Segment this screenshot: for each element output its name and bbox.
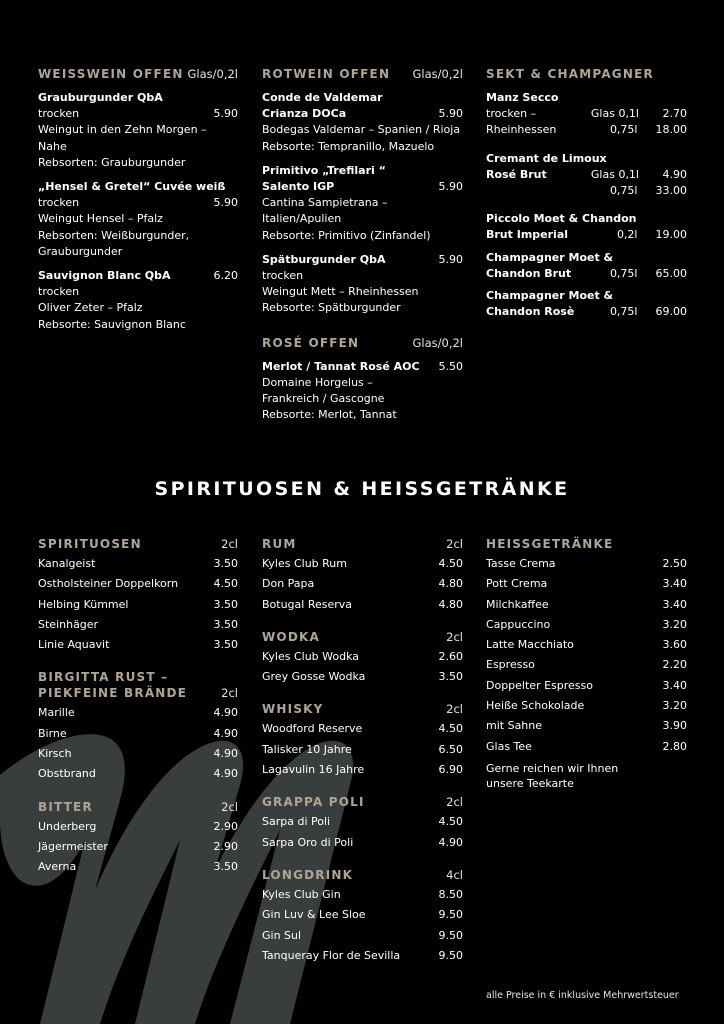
wine-style: trocken [38, 196, 80, 210]
wine-detail: Weingut Mett – Rheinhessen [262, 285, 419, 299]
drink-name: Heiße Schokolade [486, 699, 585, 713]
sparkling-price-pair [610, 183, 687, 199]
sparkling-entry [486, 250, 687, 282]
drinks-list [486, 554, 687, 757]
wine-name: Spätburgunder QbA [262, 252, 386, 266]
wine-detail: Italien/Apulien [262, 212, 342, 226]
tea-note [486, 761, 687, 792]
wine-detail: Frankreich / Gascogne [262, 392, 385, 406]
drink-name: Helbing Kümmel [38, 597, 129, 611]
drink-name: Sarpa di Poli [262, 815, 331, 829]
wine-detail: Bodegas Valdemar – Spanien / Rioja [262, 123, 461, 137]
drink-name: Gin Luv & Lee Sloe [262, 908, 366, 922]
section-title: ROTWEIN OFFEN [262, 67, 391, 81]
wine-name-line [262, 359, 463, 375]
drink-price: 4.80 [438, 597, 463, 611]
wine-name: „Hensel & Gretel“ Cuvée weiß [38, 180, 226, 194]
wine-entry [38, 179, 238, 260]
section-unit: 4cl [446, 867, 463, 882]
drink-price: 2.60 [438, 649, 463, 663]
drink-price: 4.50 [438, 557, 463, 570]
section-header [486, 536, 687, 552]
section-header [262, 629, 463, 645]
drink-price: 2.80 [662, 739, 687, 753]
drink-item [262, 760, 463, 780]
drink-price: 8.50 [438, 887, 463, 901]
sparkling-price-row [486, 106, 687, 122]
wine-detail: trocken [38, 285, 80, 299]
drink-price: 3.50 [213, 638, 238, 652]
drinks-section [262, 794, 463, 853]
wine-detail: Rebsorte: Merlot, Tannat [262, 408, 397, 422]
wine-name-line [38, 268, 238, 284]
drink-item [38, 857, 238, 877]
sparkling-price-pair [610, 304, 687, 320]
drink-item [262, 574, 463, 594]
red-wine-column [262, 66, 463, 423]
drink-item [486, 716, 687, 736]
section-title: ROSÉ OFFEN [262, 335, 360, 350]
drink-name: Tasse Crema [486, 557, 556, 570]
drink-price: 3.50 [213, 860, 238, 874]
sparkling-price-row [486, 122, 687, 138]
drink-item [262, 905, 463, 925]
sparkling-label: Brut Imperial [486, 228, 569, 242]
drink-item [486, 554, 687, 574]
wine-detail: trocken [262, 269, 304, 283]
section-title: WHISKY [262, 702, 324, 717]
spirits-hot-drinks-title: SPIRITUOSEN & HEISSGETRÄNKE [154, 478, 570, 500]
wine-price: 5.90 [438, 252, 463, 266]
sparkling-entry [486, 90, 687, 139]
drink-price: 2.50 [662, 557, 687, 570]
drinks-section [38, 669, 238, 784]
price-footnote: alle Preise in € inklusive Mehrwertsteuer [486, 990, 679, 1001]
drink-name: Cappuccino [486, 617, 551, 631]
section-header [262, 536, 463, 552]
wine-detail: Rebsorte: Sauvignon Blanc [38, 317, 186, 331]
sparkling-price: 19.00 [655, 228, 687, 242]
wine-name: Sauvignon Blanc QbA [38, 269, 171, 283]
drinks-list [38, 554, 238, 655]
section-title: BITTER [38, 799, 93, 814]
spirits-column-1 [38, 536, 238, 892]
wine-detail: Rebsorten: Weißburgunder, [38, 228, 190, 242]
sparkling-entry [486, 211, 687, 243]
section-title: RUM [262, 537, 297, 551]
section-unit: Glas/0,2l [412, 335, 463, 350]
wine-entry [262, 252, 463, 317]
sparkling-price: 18.00 [655, 123, 687, 137]
sparkling-name: Cremant de Limoux [486, 151, 607, 165]
drink-name: Kirsch [38, 747, 72, 761]
drink-price: 3.20 [662, 617, 687, 631]
wine-entry [262, 90, 463, 155]
drink-name: Grey Gosse Wodka [262, 670, 366, 684]
serving-size: 0,75l [609, 266, 638, 280]
drink-name: Espresso [486, 658, 535, 672]
drink-item [486, 574, 687, 594]
wine-entry [38, 90, 238, 171]
wine-name-line [38, 179, 238, 195]
drink-item [38, 764, 238, 784]
drinks-section [38, 536, 238, 655]
spirits-column-2 [262, 536, 463, 980]
drink-item [486, 737, 687, 757]
drink-item [262, 554, 463, 574]
drink-name: Pott Crema [486, 577, 548, 591]
section-unit: 2cl [446, 537, 463, 551]
drinks-section [486, 536, 687, 792]
wine-detail: Rebsorte: Spätburgunder [262, 301, 401, 315]
drink-price: 6.50 [438, 742, 463, 756]
drink-item [262, 719, 463, 739]
wine-name-line [262, 106, 463, 122]
drinks-list [262, 885, 463, 966]
drink-name: Ostholsteiner Doppelkorn [38, 577, 179, 591]
drinks-list [38, 817, 238, 878]
section-unit: 2cl [221, 537, 238, 551]
section-title: LONGDRINK [262, 867, 354, 882]
drink-item [262, 740, 463, 760]
drink-name: Kyles Club Gin [262, 887, 341, 901]
drinks-list [38, 703, 238, 784]
sparkling-price-pair [617, 227, 687, 243]
drink-price: 4.50 [213, 577, 238, 591]
wine-detail: Domaine Horgelus – [262, 375, 373, 389]
sparkling-name: Champagner Moet & [486, 250, 614, 264]
section-unit: 2cl [221, 799, 238, 814]
sparkling-price: 2.70 [662, 107, 687, 121]
wine-detail: Rebsorte: Primitivo (Zinfandel) [262, 228, 431, 242]
drink-item [38, 724, 238, 744]
sparkling-price-row [486, 304, 687, 320]
wine-price: 5.50 [438, 359, 463, 373]
wine-entry [262, 163, 463, 244]
drinks-list [262, 647, 463, 688]
wine-price: 6.20 [213, 269, 238, 283]
section-unit: 2cl [221, 686, 238, 701]
sparkling-column [486, 66, 687, 320]
wine-style: trocken [38, 107, 80, 121]
wine-name-line [262, 90, 463, 106]
section-title: WEISSWEIN OFFEN [38, 67, 184, 81]
drink-item [38, 817, 238, 837]
drink-name: mit Sahne [486, 719, 543, 733]
wine-name-2: Crianza DOCa [262, 107, 347, 121]
drink-item [38, 837, 238, 857]
white-wine-header [38, 66, 238, 82]
wine-name-line [38, 90, 238, 106]
white-wine-column [38, 66, 238, 333]
drink-item [486, 676, 687, 696]
sparkling-name: Manz Secco [486, 91, 559, 104]
drink-price: 3.40 [662, 597, 687, 611]
section-header [38, 685, 238, 701]
wine-name: Conde de Valdemar [262, 91, 383, 104]
section-header [262, 701, 463, 717]
drink-name: Don Papa [262, 577, 315, 591]
drink-item [486, 595, 687, 615]
drinks-section [262, 629, 463, 688]
sparkling-price: 65.00 [655, 266, 687, 280]
drink-item [262, 926, 463, 946]
drink-item [38, 635, 238, 655]
section-title-2: PIEKFEINE BRÄNDE [38, 686, 188, 701]
section-title: SEKT & CHAMPAGNER [486, 67, 654, 81]
drink-price: 4.90 [438, 835, 463, 849]
wine-detail: Rebsorte: Tempranillo, Mazuelo [262, 139, 435, 153]
drink-name: Kyles Club Wodka [262, 649, 360, 663]
wine-name-line [262, 163, 463, 179]
wine-name-line [262, 252, 463, 268]
wine-name: Merlot / Tannat Rosé AOC [262, 359, 420, 373]
wine-price: 5.90 [213, 196, 238, 210]
drinks-section [38, 799, 238, 878]
drink-item [262, 595, 463, 615]
drink-price: 3.60 [662, 638, 687, 652]
drinks-list [262, 812, 463, 853]
drink-name: Steinhäger [38, 617, 99, 631]
drink-price: 4.90 [213, 726, 238, 740]
serving-size: Glas 0,1l [590, 167, 639, 181]
serving-size: 0,2l [616, 228, 638, 242]
drink-price: 2.90 [213, 839, 238, 853]
drink-item [486, 635, 687, 655]
drink-name: Doppelter Espresso [486, 678, 593, 692]
sparkling-price: 69.00 [655, 305, 687, 319]
sparkling-label: trocken – [486, 107, 537, 121]
drink-name: Obstbrand [38, 767, 96, 781]
wine-name-line [262, 179, 463, 195]
drink-price: 9.50 [438, 948, 463, 962]
drink-name: Marille [38, 706, 75, 720]
section-unit: 2cl [446, 702, 463, 717]
section-header [38, 799, 238, 815]
sparkling-price-pair [610, 266, 687, 282]
drink-name: Birne [38, 726, 67, 740]
drink-price: 3.90 [662, 719, 687, 733]
wine-detail: Rebsorten: Grauburgunder [38, 155, 186, 169]
wine-price: 5.90 [438, 180, 463, 194]
sparkling-price-row [486, 183, 687, 199]
drink-name: Kyles Club Rum [262, 557, 347, 570]
drink-price: 9.50 [438, 908, 463, 922]
drink-item [262, 833, 463, 853]
section-title: WODKA [262, 629, 320, 644]
sparkling-price-pair [591, 106, 687, 122]
drink-name: Linie Aquavit [38, 638, 110, 652]
drink-name: Tanqueray Flor de Sevilla [262, 948, 401, 962]
drink-name: Milchkaffee [486, 597, 549, 611]
wine-detail: Grauburgunder [38, 244, 123, 258]
drink-price: 3.50 [213, 617, 238, 631]
drink-price: 3.50 [213, 557, 238, 570]
drink-name: Latte Macchiato [486, 638, 574, 652]
wine-entry [38, 268, 238, 333]
drink-item [262, 885, 463, 905]
hot-drinks-column [486, 536, 687, 806]
drink-name: Sarpa Oro di Poli [262, 835, 354, 849]
section-unit: 2cl [446, 629, 463, 644]
sparkling-label: Rosé Brut [486, 167, 547, 181]
wine-price: 5.90 [438, 107, 463, 121]
sparkling-price-pair [591, 167, 687, 183]
wine-detail: Weingut Hensel – Pfalz [38, 212, 163, 226]
wine-sub-line [38, 106, 238, 122]
drink-item [38, 574, 238, 594]
drinks-section [262, 701, 463, 780]
drink-name: Lagavulin 16 Jahre [262, 763, 365, 777]
section-unit: Glas/0,2l [187, 67, 238, 81]
drink-name: Talisker 10 Jahre [262, 742, 352, 756]
drink-name: Gin Sul [262, 928, 302, 942]
sparkling-label: Chandon Rosè [486, 305, 575, 319]
drink-name: Botugal Reserva [262, 597, 353, 611]
sparkling-header [486, 66, 687, 82]
drink-price: 4.50 [438, 815, 463, 829]
drinks-section [262, 536, 463, 615]
sparkling-name: Champagner Moet & [486, 289, 614, 303]
wine-name-2: Salento IGP [262, 180, 335, 194]
sparkling-label: Chandon Brut [486, 266, 572, 280]
sparkling-price-pair [610, 122, 687, 138]
drink-price: 3.40 [662, 577, 687, 591]
drink-price: 9.50 [438, 928, 463, 942]
serving-size: 0,75l [609, 305, 638, 319]
drink-price: 4.80 [438, 577, 463, 591]
drink-price: 2.20 [662, 658, 687, 672]
wine-sub-line [38, 195, 238, 211]
drink-price: 4.50 [438, 722, 463, 736]
drink-price: 4.90 [213, 747, 238, 761]
section-unit: 2cl [446, 795, 463, 810]
drinks-list [262, 719, 463, 780]
drink-item [486, 615, 687, 635]
drink-name: Jägermeister [38, 839, 108, 853]
drink-price: 3.20 [662, 699, 687, 713]
sparkling-price-row [486, 227, 687, 243]
sparkling-label: Rheinhessen [486, 123, 557, 137]
serving-size: Glas 0,1l [590, 107, 639, 121]
drinks-list [262, 554, 463, 615]
drink-item [486, 655, 687, 675]
sparkling-entry [486, 151, 687, 200]
section-header [262, 794, 463, 810]
section-title: BIRGITTA RUST – [38, 670, 169, 685]
drink-price: 6.90 [438, 763, 463, 777]
section-title: SPIRITUOSEN [38, 537, 142, 551]
tea-note-line: unsere Teekarte [486, 777, 574, 791]
drinks-section [262, 867, 463, 966]
serving-size: 0,75l [609, 123, 638, 137]
drink-name: Kanalgeist [38, 557, 96, 570]
drink-price: 4.90 [213, 767, 238, 781]
drink-name: Glas Tee [486, 739, 532, 753]
drink-item [38, 595, 238, 615]
drink-price: 3.50 [213, 597, 238, 611]
wine-detail: Oliver Zeter – Pfalz [38, 301, 143, 315]
drink-item [38, 703, 238, 723]
drink-name: Underberg [38, 819, 97, 833]
section-unit: Glas/0,2l [412, 67, 463, 81]
section-header [262, 867, 463, 883]
drink-price: 3.40 [662, 678, 687, 692]
drink-item [262, 667, 463, 687]
drink-price: 2.90 [213, 819, 238, 833]
sparkling-name: Piccolo Moet & Chandon [486, 212, 637, 226]
drink-item [262, 946, 463, 966]
sparkling-price-row [486, 167, 687, 183]
drink-item [486, 696, 687, 716]
wine-price: 5.90 [213, 107, 238, 121]
section-title: GRAPPA POLI [262, 795, 365, 810]
drink-name: Averna [38, 860, 77, 874]
drink-price: 3.50 [438, 670, 463, 684]
drink-item [38, 615, 238, 635]
sparkling-price-row [486, 266, 687, 282]
wine-name: Grauburgunder QbA [38, 91, 163, 104]
wine-detail: Cantina Sampietrana – [262, 196, 388, 210]
section-title: HEISSGETRÄNKE [486, 537, 614, 551]
serving-size: 0,75l [609, 184, 638, 198]
sparkling-price: 33.00 [655, 184, 687, 198]
wine-name: Primitivo „Trefilari “ [262, 163, 386, 177]
drink-price: 4.90 [213, 706, 238, 720]
tea-note-line: Gerne reichen wir Ihnen [486, 761, 619, 775]
drink-name: Woodford Reserve [262, 722, 363, 736]
wine-detail: Weingut in den Zehn Morgen – Nahe [38, 123, 207, 153]
section-header [38, 536, 238, 552]
red-wine-header [262, 66, 463, 82]
sparkling-entry [486, 288, 687, 320]
drink-item [38, 744, 238, 764]
wine-entry [262, 359, 463, 424]
drink-item [262, 647, 463, 667]
drink-item [262, 812, 463, 832]
sparkling-price: 4.90 [662, 167, 687, 181]
rose-wine-header [262, 335, 463, 351]
drink-item [38, 554, 238, 574]
